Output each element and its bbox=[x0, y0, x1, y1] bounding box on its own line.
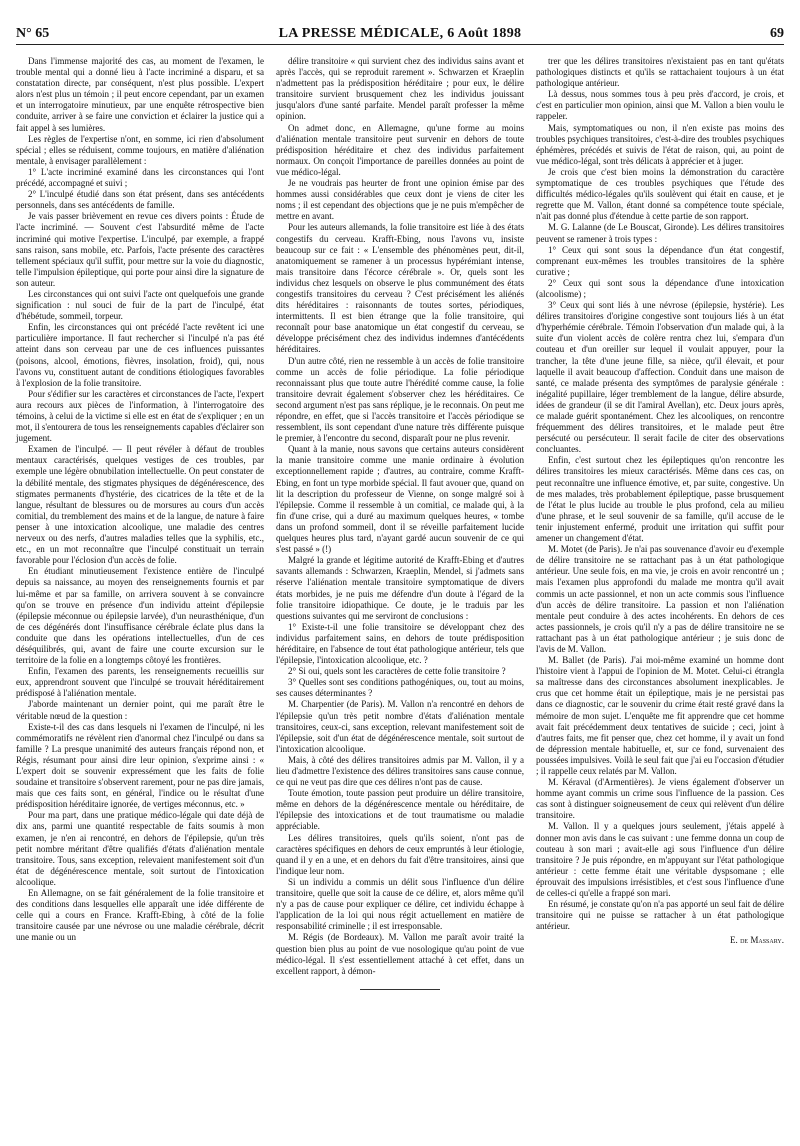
paragraph: Pour s'édifier sur les caractères et circonstances de l'acte, l'expert aura recours aux pièces de l'information, à l'interrogatoire des témoins, à celui de la victime si elle est en état de s'expliquer ; en un mot, il s'entourera de tous les renseignements capables d'éclairer son jugement. bbox=[16, 388, 264, 444]
paragraph: 1° Existe-t-il une folie transitoire se développant chez des individus parfaitement sains, en dehors de toute prédisposition héréditaire, en l'absence de tout état pathologique antérieur, tels que l'épilepsie, l'intoxication alcoolique, etc. ? bbox=[276, 621, 524, 666]
paragraph: Pour les auteurs allemands, la folie transitoire est liée à des états congestifs du cerveau. Krafft-Ebing, nous l'avons vu, insiste beaucoup sur ce fait : « L'ensemble des phénomènes peut, dit-il, anatomiquement se ramener à un processus hypérémiant intense, mais transitoire dans l'écorce cérébrale ». Or, quels sont les individus chez lesquels on observe le plus communément des états congestifs transitoires du cerveau ? C'est précisément les aliénés dits héréditaires : raisonnants de toutes sortes, périodiques, intermittents. Il est bien étrange que la folie transitoire, qui reconnaît pour base anatomique un état congestif du cerveau, se développe précisément chez des individus indemnes d'antécédents héréditaires. bbox=[276, 222, 524, 355]
column-middle bbox=[276, 56, 524, 992]
paragraph: M. Régis (de Bordeaux). M. Vallon me paraît avoir traité la question bien plus au point de vue nosologique qu'au point de vue médico-légal. Il s'est essentiellement attaché à cet effet, dans un excellent rapport, à démon- bbox=[276, 932, 524, 976]
paragraph: En résumé, je constate qu'on n'a pas apporté un seul fait de délire transitoire qui ne puisse se rattacher à un état pathologique antérieur. bbox=[536, 899, 784, 932]
paragraph: Existe-t-il des cas dans lesquels ni l'examen de l'inculpé, ni les commémoratifs ne révèlent rien d'anormal chez l'inculpé ou dans sa famille ? La presque unanimité des auteurs français répond non, et Régis, résumant pour ainsi dire leur opinion, s'exprime ainsi : « L'expert doit se souvenir expressément que les faits de folie soudaine et transitoire s'observent rarement, pour ne pas dire jamais, mais que ces faits sont, en général, l'indice ou le résultat d'une prédisposition héréditaire ignorée, de vertiges méconnus, etc. » bbox=[16, 721, 264, 810]
paragraph: Quant à la manie, nous savons que certains auteurs considèrent la manie transitoire comme une manie ordinaire à évolution exceptionnellement rapide ; d'autres, au contraire, comme Krafft-Ebing, en font un type morbide spécial. Il faut avouer que, quand on lit la description du professeur de Vienne, on songe malgré soi à l'épilepsie. Comme il ressemble à un comitial, ce malade qui, à la fin d'une crise, qui a duré au maximum quelques heures, « tombe dans un profond sommeil, dont il se réveille parfaitement lucide quelques heures plus tard, n'ayant gardé aucun souvenir de ce qui s'est passé » (!) bbox=[276, 444, 524, 555]
paragraph: Enfin, c'est surtout chez les épileptiques qu'on rencontre les délires transitoires les mieux caractérisés. Même dans ces cas, on peut reconnaître une influence émotive, et, par suite, congestive. Un de mes malades, très probablement épileptique, passe brusquement de l'état le plus lucide au trouble le plus profond, cela au milieu d'une phrase, et le seul souvenir de sa famille, qu'il accuse de le tenir injustement enfermé, produit une irritation qui suffit pour amener un changement d'état. bbox=[536, 455, 784, 544]
paragraph: D'un autre côté, rien ne ressemble à un accès de folie transitoire comme un accès de folie périodique. La folie périodique reconnaissant plus que toute autre l'hérédité comme cause, la folie transitoire devrait également s'observer chez les héréditaires. Ce second argument n'est pas sans réplique, je le reconnais. On peut me répondre, en effet, que si l'accès transitoire et l'accès périodique se ressemblent, ils sont cependant d'une nature très différente puisque le premier, à l'encontre du second, disparaît pour ne plus revenir. bbox=[276, 355, 524, 444]
paragraph: On admet donc, en Allemagne, qu'une forme au moins d'aliénation mentale transitoire peut survenir en dehors de toute prédisposition héréditaire et chez des individus parfaitement normaux. On conçoit l'importance de pareilles données au point de vue médico-légal. bbox=[276, 122, 524, 177]
column-left bbox=[16, 56, 264, 944]
paragraph: Mais, à côté des délires transitoires admis par M. Vallon, il y a lieu d'admettre l'existence des délires transitoires sans cause connue, ce qui ne veut pas dire que ces délires n'ont pas de cause. bbox=[276, 754, 524, 788]
paragraph: M. Vallon. Il y a quelques jours seulement, j'étais appelé à donner mon avis dans le cas suivant : une femme donna un coup de couteau à son mari ; avait-elle agi sous l'influence d'un délire transitoire ? Je puis répondre, en m'appuyant sur l'état pathologique antérieur : cette femme était une véritable dyspsomane ; elle éprouvait des impulsions irrésistibles, et c'est sous l'influence d'une de celles-ci qu'elle a frappé son mari. bbox=[536, 821, 784, 899]
paragraph: M. Motet (de Paris). Je n'ai pas souvenance d'avoir eu d'exemple de délire transitoire ne se rattachant pas à un état pathologique antérieur. Une seule fois, en ma vie, je crois en avoir rencontré un ; mais l'examen plus approfondi du malade me montra qu'il avait commis un acte passionnel, et non un acte commis sous l'influence d'un accès de délire transitoire. La passion et non l'aliénation mentale peut conduire à des actes incohérents. En dehors de ces actes passionnels, je crois qu'il n'y a pas de délire transitoire ne se rattachant pas à un état pathologique antérieur ; je suis donc de l'avis de M. Vallon. bbox=[536, 544, 784, 654]
paragraph: 2° L'inculpé étudié dans son état présent, dans ses antécédents personnels, dans ses antécédents de famille. bbox=[16, 189, 264, 211]
paragraph: En Allemagne, on se fait généralement de la folie transitoire et des conditions dans lesquelles elle apparaît une idée différente de celle qui a cours en France. Krafft-Ebing, à côté de la folie transitoire causée par une névrose ou une maladie cérébrale, décrit une manie ou un bbox=[16, 888, 264, 943]
column-right bbox=[536, 56, 784, 947]
paragraph: M. G. Lalanne (de Le Bouscat, Gironde). Les délires transitoires peuvent se ramener à trois types : bbox=[536, 222, 784, 244]
paragraph: Mais, symptomatiques ou non, il n'en existe pas moins des troubles psychiques transitoires, c'est-à-dire des troubles psychiques éphémères, précédés et suivis de l'état de raison, qui, au point de vue médico-légal, sont très délicats à apprécier et à juger. bbox=[536, 122, 784, 166]
paragraph: Je ne voudrais pas heurter de front une opinion émise par des hommes aussi considérables que ceux dont je viens de citer les noms ; il est cependant des objections que je ne puis m'empêcher de mettre en avant. bbox=[276, 178, 524, 222]
paragraph: Malgré la grande et légitime autorité de Krafft-Ebing et d'autres savants allemands : Schwarzen, Kraeplin, Mendel, si j'admets sans réserve l'aliénation mentale transitoire symptomatique de divers états morbides, je ne puis me défendre d'un doute à l'égard de la folie transitoire idiopathique. Ce doute, je le traduis par les questions suivantes qui me serviront de conclusions : bbox=[276, 555, 524, 621]
paragraph: 2° Ceux qui sont sous la dépendance d'une intoxication (alcoolisme) ; bbox=[536, 277, 784, 299]
paragraph: En étudiant minutieusement l'existence entière de l'inculpé depuis sa naissance, au moyen des renseignements fournis et par lui-même et par sa famille, on arrivera souvent à se convaincre qu'on se trouve en présence d'un individu atteint d'épilepsie (épilepsie méconnue ou épilepsie larvée), d'un neurasthénique, d'un de ces dégénérés dont l'insuffisance cérébrale éclate plus dans la conduite que dans les opérations intellectuelles, d'un de ces déséquilibrés, qui, avant de faire une courte excursion sur le territoire de la folie en a longtemps côtoyé les frontières. bbox=[16, 566, 264, 666]
paragraph: M. Kéraval (d'Armentières). Je viens également d'observer un homme ayant commis un crime sous l'influence de la passion. Ces cas sont à distinguer soigneusement de ceux qui relèvent d'un délire transitoire. bbox=[536, 777, 784, 821]
page-number-right: 69 bbox=[770, 26, 784, 41]
paragraph: 3° Ceux qui sont liés à une névrose (épilepsie, hystérie). Les délires transitoires d'origine congestive sont toujours liés à un état d'hyperhémie cérébrale. Témoin l'observation d'un malade qui, à la suite d'un violent accès de colère rentra chez lui, s'empara d'un couteau et d'un oreiller sur lequel il voulait appuyer, pour la trancher, la tête d'une jeune fille, sa nièce, qu'il élevait, et pour laquelle il avait beaucoup d'affection. Conduit dans une maison de santé, ce malade présenta des symptômes de paralysie générale : inégalité pupillaire, léger tremblement de la langue, délire absurde, idées de grandeur (il se dit l'amiral Avellan), etc. Deux jours après, ce malade guérit spontanément. Chez les alcooliques, on rencontre fréquemment des délires transitoires, et le malade peut être persécuté ou persécuteur. Il serait facile de citer des observations concluantes. bbox=[536, 300, 784, 455]
paragraph: 3° Quelles sont ses conditions pathogéniques, ou, tout au moins, ses causes déterminantes ? bbox=[276, 677, 524, 699]
paragraph: Pour ma part, dans une pratique médico-légale qui date déjà de dix ans, parmi une quantité respectable de faits soumis à mon examen, je n'en ai rencontré, en dehors de l'épilepsie, qu'un très petit nombre méritant d'être qualifiés d'états d'aliénation mentale transitoire. Tous, sans exception, relevaient manifestement soit d'un état de dégénérescence mentale, soit surtout de l'intoxication alcoolique. bbox=[16, 810, 264, 887]
paragraph: Dans l'immense majorité des cas, au moment de l'examen, le trouble mental qui a donné lieu à l'acte incriminé a disparu, et sa constatation directe, par conséquent, n'est plus possible. L'expert alors n'est plus un témoin ; il peut encore cependant, par un examen et un interrogatoire minutieux, par une enquête rétrospective bien conduite, arriver à se faire une conviction et éclairer la justice qui a fait appel à ses lumières. bbox=[16, 56, 264, 133]
paragraph: J'aborde maintenant un dernier point, qui me paraît être le véritable nœud de la question : bbox=[16, 699, 264, 721]
paragraph: délire transitoire « qui survient chez des individus sains avant et après l'accès, qui se reproduit rarement ». Schwarzen et Kraeplin n'admettent pas la prédisposition héréditaire ; pour eux, le délire transitoire survient brusquement chez les individus jouissant jusqu'alors d'une santé parfaite. Mendel paraît professer la même opinion. bbox=[276, 56, 524, 122]
paragraph: Les circonstances qui ont suivi l'acte ont quelquefois une grande signification : nul souci de fuir de la part de l'inculpé, état d'hébétude, sommeil, torpeur. bbox=[16, 288, 264, 322]
journal-title-date: LA PRESSE MÉDICALE, 6 Août 1898 bbox=[278, 26, 522, 41]
page-number-left: N° 65 bbox=[16, 26, 50, 41]
paragraph: Si un individu a commis un délit sous l'influence d'un délire transitoire, quelle que soit la cause de ce délire, et, alors même qu'il n'y a pas de cause pour expliquer ce délire, cet individu échappe à l'application de la loi qui nous régit actuellement en matière de responsabilité criminelle ; il est irresponsable. bbox=[276, 876, 524, 932]
header-rule bbox=[16, 44, 784, 45]
paragraph: 2° Si oui, quels sont les caractères de cette folie transitoire ? bbox=[288, 666, 506, 677]
paragraph: trer que les délires transitoires n'existaient pas en tant qu'états pathologiques distincts et qu'ils se rattachaient toujours à un état pathologique antérieur. bbox=[536, 56, 784, 89]
paragraph: Les règles de l'expertise n'ont, en somme, ici rien d'absolument spécial ; elles se réduisent, comme toujours, en matière d'aliénation mentale, à envisager parallèlement : bbox=[16, 133, 264, 166]
paragraph: Toute émotion, toute passion peut produire un délire transitoire, même en dehors de la dégénérescence mentale ou héréditaire, de l'épilepsie des intoxications et de tout traumatisme ou maladie appréciable. bbox=[276, 788, 524, 832]
paragraph: Les délires transitoires, quels qu'ils soient, n'ont pas de caractères spécifiques en dehors de ceux empruntés à leur étiologie, quand il y en a une, et en dehors du fait d'être transitoires, ainsi que l'indique leur nom. bbox=[276, 832, 524, 876]
paragraph: M. Ballet (de Paris). J'ai moi-même examiné un homme dont l'histoire vient à l'appui de l'opinion de M. Motet. Celui-ci étrangla sa maîtresse dans des circonstances absolument inexplicables. Je crus que cet homme était un épileptique, mais je ne persistai pas dans ce diagnostic, car le souvenir du crime était resté gravé dans la mémoire de mon sujet. L'enquête me fit apprendre que cet homme avait fait précédemment deux tentatives de suicide ; ceci, joint à d'autres faits, me fit penser que, chez cet homme, il y avait un fond de dépression mentale habituelle, et, sur ce fond, survenaient des poussées impulsives. Voilà le seul fait que j'ai eu l'occasion d'étudier ; il rappelle ceux relatés par M. Vallon. bbox=[536, 655, 784, 776]
paragraph: 1° Ceux qui sont sous la dépendance d'un état congestif, comprenant eux-mêmes les troubles transitoires de la sphère curative ; bbox=[536, 244, 784, 277]
paragraph: Enfin, l'examen des parents, les renseignements recueillis sur eux, apprendront souvent que l'inculpé se trouvait héréditairement prédisposé à l'aliénation mentale. bbox=[16, 666, 264, 699]
paragraph: 1° L'acte incriminé examiné dans les circonstances qui l'ont précédé, accompagné et suivi ; bbox=[16, 166, 264, 189]
paragraph: Je crois que c'est bien moins la démonstration du caractère symptomatique de ces troubles psychiques que l'étude des difficultés médico-légales qu'ils soulèvent qui était en cause, et je regrette que M. Vallon, étant donné sa compétence toute spéciale, n'ait pas donné plus d'étendue à cette partie de son rapport. bbox=[536, 166, 784, 222]
paragraph: Là dessus, nous sommes tous à peu près d'accord, je crois, et c'est en particulier mon opinion, ainsi que M. Vallon a bien voulu le rappeler. bbox=[536, 89, 784, 122]
paragraph: M. Charpentier (de Paris). M. Vallon n'a rencontré en dehors de l'épilepsie qu'un très petit nombre d'états d'aliénation mentale transitoires, ceux-ci, sans exception, relevant manifestement soit de l'épilepsie, soit d'un état de dégénérescence mentale, soit surtout de l'intoxication alcoolique. bbox=[276, 699, 524, 754]
paragraph: Examen de l'inculpé. — Il peut révéler à défaut de troubles mentaux caractérisés, quelques vestiges de ces troubles, par exemple une légère obnubilation intellectuelle. On peut constater de la débilité mentale, des stigmates physiques de dégénérescence, des stigmates permanents d'hystérie, des cicatrices de la tête et de la langue, résultant de blessures ou de morsures au cours d'un accès comitial, du tremblement des mains et de la langue, de nature à faire penser à une intoxication alcoolique, une maladie des centres nerveux ou des nerfs, d'autres maladies telles que la syphilis, etc., etc., en un mot reconnaître que l'inculpé constituait un terrain favorable pour l'éclosion d'un accès de folie. bbox=[16, 444, 264, 566]
author-signature: E. de Massary. bbox=[730, 935, 784, 946]
page-header bbox=[16, 26, 784, 42]
paragraph: Enfin, les circonstances qui ont précédé l'acte revêtent ici une particulière importance. Il faut rechercher si l'inculpé n'a pas été atteint dans son cerveau par une de ces influences puissantes (poisons, alcool, émotions, fièvres, insolation, froid), qui, nous l'avons vu, constituent autant de conditions étiologiques favorables à l'explosion de la folie transitoire. bbox=[16, 322, 264, 388]
paragraph: Je vais passer brièvement en revue ces divers points : Étude de l'acte incriminé. — Souvent c'est l'absurdité même de l'acte incriminé qui motive l'expertise. L'inculpé, par exemple, a frappé sans raison, sans mobile, etc. Parfois, l'acte présente des caractères tellement spéciaux qu'il suffit, pour mettre sur la voie du diagnostic, telle l'impulsion épileptique, qui porte pour ainsi dire la signature de son auteur. bbox=[16, 211, 264, 288]
section-divider bbox=[360, 989, 440, 990]
